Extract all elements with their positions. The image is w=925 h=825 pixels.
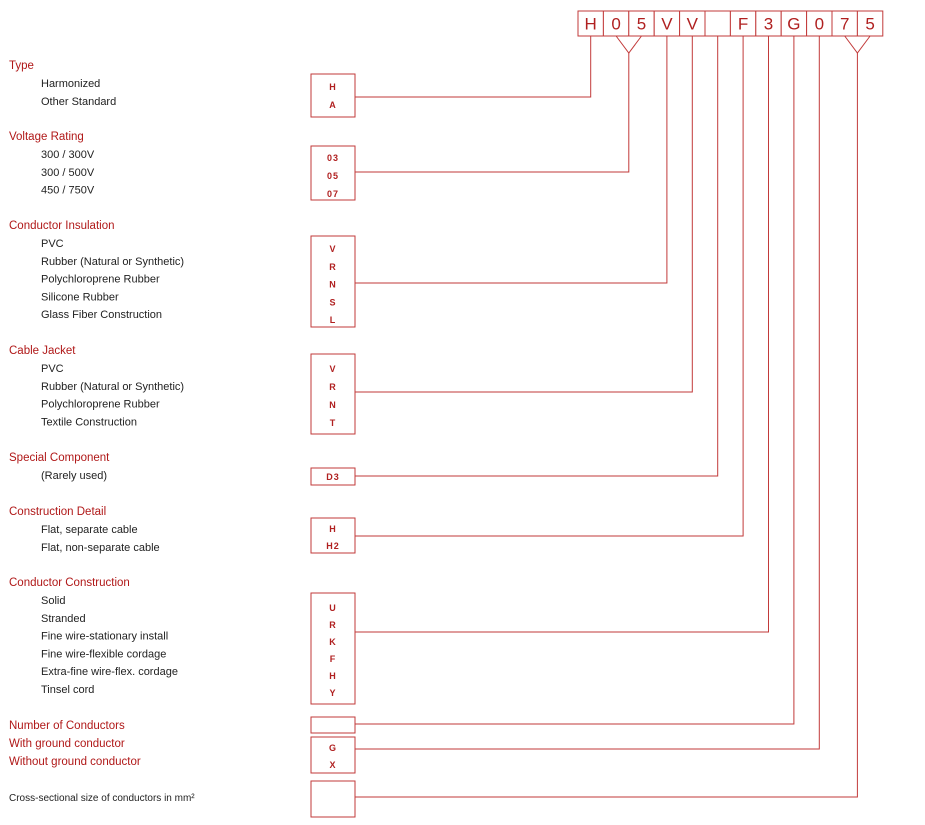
connector-line <box>355 36 743 536</box>
box-code: Y <box>329 688 337 698</box>
category-item: 300 / 500V <box>41 166 95 179</box>
box-code: R <box>329 261 337 272</box>
box-code: X <box>329 760 337 770</box>
category-heading: Special Component <box>9 452 110 464</box>
category-item: Polychloroprene Rubber <box>41 398 160 411</box>
code-char: V <box>661 14 673 34</box>
box-code: H2 <box>326 541 340 551</box>
category-item: Tinsel cord <box>41 684 95 696</box>
connector-line <box>355 36 667 283</box>
category-labels <box>9 60 195 804</box>
category-item: Silicone Rubber <box>41 291 119 304</box>
category-item: Polychloroprene Rubber <box>41 273 160 286</box>
connector-lines <box>355 36 870 797</box>
category-item: Flat, non-separate cable <box>41 541 160 554</box>
code-cell <box>705 11 730 36</box>
category-item: Harmonized <box>41 78 101 90</box>
category-heading: Cross-sectional size of conductors in mm² <box>9 793 195 804</box>
category-heading: Number of Conductors <box>9 720 125 732</box>
box-code: V <box>329 364 337 374</box>
category-heading: Conductor Construction <box>9 577 130 589</box>
connector-line <box>355 36 794 724</box>
code-char: 5 <box>865 14 875 34</box>
box-code: 05 <box>326 171 340 181</box>
code-char: 0 <box>611 14 621 34</box>
category-heading: Conductor Insulation <box>9 220 115 232</box>
box-code: V <box>329 244 337 254</box>
box-code: K <box>329 637 337 647</box>
category-item: Stranded <box>41 612 86 625</box>
category-item: Fine wire-stationary install <box>41 630 169 643</box>
category-heading: Without ground conductor <box>9 756 141 768</box>
box-code: 07 <box>326 189 340 199</box>
box-code: H <box>329 524 337 534</box>
code-box <box>311 717 355 733</box>
box-code: F <box>329 654 337 664</box>
category-item: Fine wire-flexible cordage <box>41 648 167 661</box>
box-code: S <box>329 297 337 308</box>
category-heading: Voltage Rating <box>9 131 84 143</box>
box-code: R <box>329 620 337 630</box>
code-char: 0 <box>814 14 825 34</box>
box-code: L <box>329 315 337 326</box>
category-heading: Cable Jacket <box>9 345 76 357</box>
category-item: PVC <box>41 238 64 250</box>
connector-line <box>355 36 718 476</box>
category-heading: With ground conductor <box>9 738 125 750</box>
connector-line <box>355 53 857 797</box>
category-item: 450 / 750V <box>41 184 95 197</box>
category-item: Rubber (Natural or Synthetic) <box>41 255 185 268</box>
connector-line <box>355 36 769 632</box>
box-code: 03 <box>326 153 340 163</box>
box-code: N <box>329 279 337 290</box>
bracket-line <box>616 36 641 53</box>
category-item: Extra-fine wire-flex. cordage <box>41 666 178 679</box>
connector-line <box>355 53 629 172</box>
category-item: 300 / 300V <box>41 149 95 161</box>
category-item: Textile Construction <box>41 416 137 429</box>
box-code: R <box>329 382 337 392</box>
box-code: H <box>329 82 337 92</box>
code-char: G <box>787 14 801 34</box>
category-item: PVC <box>41 363 64 375</box>
box-code: A <box>329 100 337 110</box>
connector-line <box>355 36 692 392</box>
connector-line <box>355 36 591 97</box>
category-item: Flat, separate cable <box>41 524 138 536</box>
code-char: 7 <box>839 14 850 34</box>
box-code: G <box>328 743 338 753</box>
box-code: D3 <box>326 472 340 482</box>
bracket-line <box>845 36 870 53</box>
code-boxes <box>311 74 355 817</box>
code-row <box>578 11 883 36</box>
category-item: Solid <box>41 595 66 607</box>
box-code: H <box>329 671 337 681</box>
box-code: T <box>329 418 337 428</box>
code-char: V <box>686 14 698 34</box>
code-char: 3 <box>763 14 774 34</box>
code-char: F <box>737 14 749 34</box>
category-item: (Rarely used) <box>41 470 108 482</box>
box-code: U <box>329 603 337 613</box>
code-box <box>311 74 355 117</box>
box-code: N <box>329 400 337 410</box>
code-char: H <box>584 14 597 34</box>
category-item: Glass Fiber Construction <box>41 309 163 322</box>
category-heading: Type <box>9 60 34 72</box>
code-char: 5 <box>636 14 647 34</box>
category-item: Other Standard <box>41 95 117 108</box>
category-heading: Construction Detail <box>9 506 107 518</box>
code-box <box>311 781 355 817</box>
category-item: Rubber (Natural or Synthetic) <box>41 380 185 393</box>
